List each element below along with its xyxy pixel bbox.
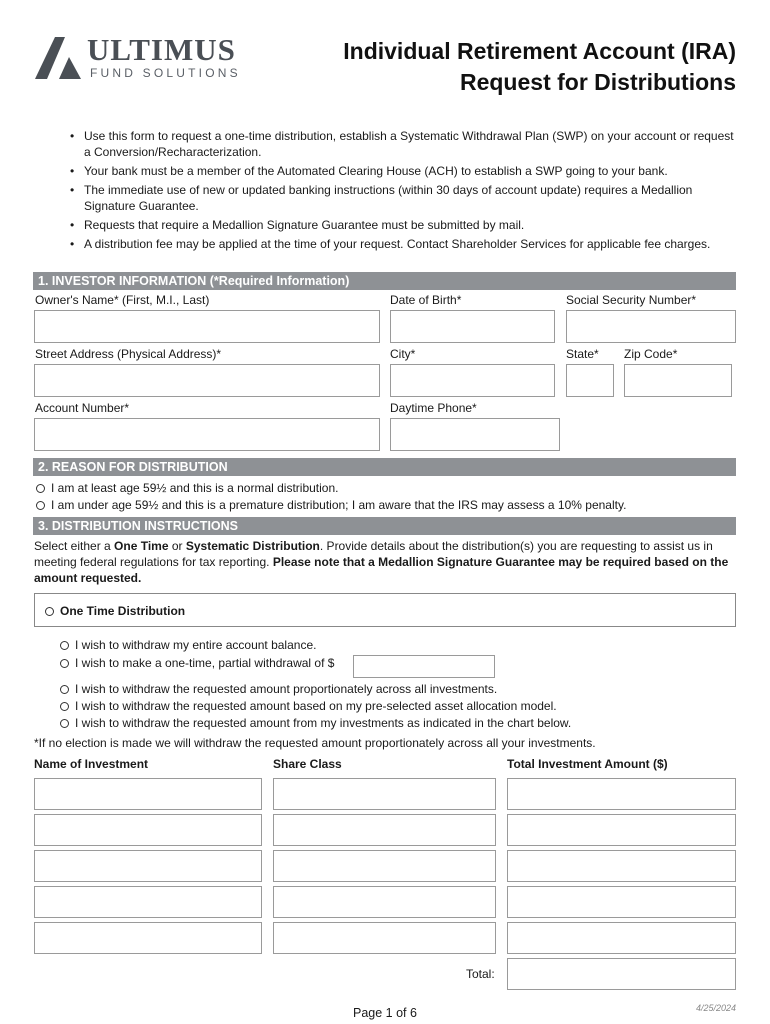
withdraw-partial-label: I wish to make a one-time, partial withdrawal of $	[75, 656, 335, 670]
allocation-chart-label: I wish to withdraw the requested amount from my investments as indicated in the chart below.	[75, 716, 572, 730]
allocation-chart-option[interactable]	[60, 716, 571, 730]
default-election-note: *If no election is made we will withdraw the requested amount proportionately across all your investments.	[34, 736, 596, 750]
ssn-label: Social Security Number*	[566, 293, 697, 307]
state-field[interactable]	[566, 364, 614, 397]
col-header-share-class: Share Class	[273, 757, 342, 771]
share-class-field[interactable]	[273, 886, 496, 918]
withdraw-entire-label: I wish to withdraw my entire account balance.	[75, 638, 317, 652]
instruction-item: • Requests that require a Medallion Signature Guarantee must be submitted by mail.	[68, 217, 738, 233]
daytime-phone-field[interactable]	[390, 418, 560, 451]
logo-mark-icon	[35, 37, 85, 79]
city-field[interactable]	[390, 364, 555, 397]
allocation-model-label: I wish to withdraw the requested amount based on my pre-selected asset allocation model.	[75, 699, 557, 713]
intro-text: . Provide details about the distribution(s) you are requesting to assist us in meeting federal regulations for tax reporting.	[34, 539, 713, 569]
dob-field[interactable]	[390, 310, 555, 343]
total-amount-field[interactable]	[507, 958, 736, 990]
instructions-list	[68, 128, 738, 255]
logo	[35, 34, 265, 82]
instruction-item: • The immediate use of new or updated banking instructions (within 30 days of account update) requires a Medallion Signature Guarantee.	[68, 182, 738, 214]
partial-amount-field[interactable]	[353, 655, 495, 678]
zip-field[interactable]	[624, 364, 732, 397]
one-time-distribution-option[interactable]	[45, 604, 185, 618]
revision-date: 4/25/2024	[695, 1003, 736, 1013]
account-number-field[interactable]	[34, 418, 380, 451]
distribution-intro	[34, 538, 738, 586]
page-title	[316, 36, 736, 98]
radio-button[interactable]	[36, 501, 45, 510]
allocation-proportional-label: I wish to withdraw the requested amount proportionately across all investments.	[75, 682, 498, 696]
investment-amount-field[interactable]	[507, 778, 736, 810]
dob-label: Date of Birth*	[390, 293, 462, 307]
reason-normal-label: I am at least age 59½ and this is a normal distribution.	[51, 481, 339, 495]
intro-bold-systematic: Systematic Distribution	[185, 539, 320, 553]
section-investor-information-header: 1. INVESTOR INFORMATION (*Required Information)	[33, 272, 736, 290]
share-class-field[interactable]	[273, 814, 496, 846]
col-header-total-amount: Total Investment Amount ($)	[507, 757, 668, 771]
radio-button[interactable]	[60, 719, 69, 728]
reason-normal-option[interactable]	[36, 481, 339, 495]
ssn-field[interactable]	[566, 310, 736, 343]
street-label: Street Address (Physical Address)*	[35, 347, 222, 361]
radio-button[interactable]	[60, 641, 69, 650]
intro-bold-medallion-note: Please note that a Medallion Signature Guarantee may be required based on the amount requested.	[34, 555, 729, 585]
city-label: City*	[390, 347, 416, 361]
radio-button[interactable]	[60, 702, 69, 711]
logo-tagline: FUND SOLUTIONS	[90, 66, 241, 80]
owners-name-field[interactable]	[34, 310, 380, 343]
withdraw-partial-option[interactable]	[60, 656, 334, 670]
instruction-item: • Use this form to request a one-time distribution, establish a Systematic Withdrawal Plan (SWP) on your account or request a Conversion/Recharacterization.	[68, 128, 738, 160]
share-class-field[interactable]	[273, 850, 496, 882]
share-class-field[interactable]	[273, 922, 496, 954]
section-reason-header: 2. REASON FOR DISTRIBUTION	[33, 458, 736, 476]
daytime-phone-label: Daytime Phone*	[390, 401, 477, 415]
investment-amount-field[interactable]	[507, 850, 736, 882]
radio-button[interactable]	[45, 607, 54, 616]
investment-name-field[interactable]	[34, 922, 262, 954]
zip-label: Zip Code*	[624, 347, 678, 361]
instruction-item: • A distribution fee may be applied at the time of your request. Contact Shareholder Services for applicable fee charges.	[68, 236, 738, 252]
col-header-name-of-investment: Name of Investment	[34, 757, 149, 771]
investment-amount-field[interactable]	[507, 886, 736, 918]
investment-name-field[interactable]	[34, 850, 262, 882]
street-field[interactable]	[34, 364, 380, 397]
instruction-item: • Your bank must be a member of the Automated Clearing House (ACH) to establish a SWP going to your bank.	[68, 163, 738, 179]
investment-amount-field[interactable]	[507, 814, 736, 846]
investment-name-field[interactable]	[34, 814, 262, 846]
investment-amount-field[interactable]	[507, 922, 736, 954]
page-number: Page 1 of 6	[353, 1006, 417, 1020]
allocation-model-option[interactable]	[60, 699, 557, 713]
radio-button[interactable]	[60, 659, 69, 668]
reason-premature-label: I am under age 59½ and this is a premature distribution; I am aware that the IRS may assess a 10% penalty.	[51, 498, 627, 512]
state-label: State*	[566, 347, 599, 361]
one-time-distribution-label: One Time Distribution	[60, 604, 186, 618]
logo-wordmark: ULTIMUS	[87, 32, 236, 67]
total-label: Total:	[466, 967, 495, 981]
radio-button[interactable]	[36, 484, 45, 493]
allocation-proportional-option[interactable]	[60, 682, 497, 696]
investment-name-field[interactable]	[34, 778, 262, 810]
intro-bold-one-time: One Time	[114, 539, 169, 553]
radio-button[interactable]	[60, 685, 69, 694]
title-line-2: Request for Distributions	[459, 69, 736, 95]
account-number-label: Account Number*	[35, 401, 130, 415]
investment-name-field[interactable]	[34, 886, 262, 918]
one-time-distribution-box[interactable]	[34, 593, 736, 627]
reason-premature-option[interactable]	[36, 498, 626, 512]
section-distribution-instructions-header: 3. DISTRIBUTION INSTRUCTIONS	[33, 517, 736, 535]
title-line-1: Individual Retirement Account (IRA)	[343, 38, 736, 64]
intro-text: or	[168, 539, 186, 553]
intro-text: Select either a	[34, 539, 115, 553]
owners-name-label: Owner's Name* (First, M.I., Last)	[35, 293, 210, 307]
share-class-field[interactable]	[273, 778, 496, 810]
withdraw-entire-option[interactable]	[60, 638, 316, 652]
